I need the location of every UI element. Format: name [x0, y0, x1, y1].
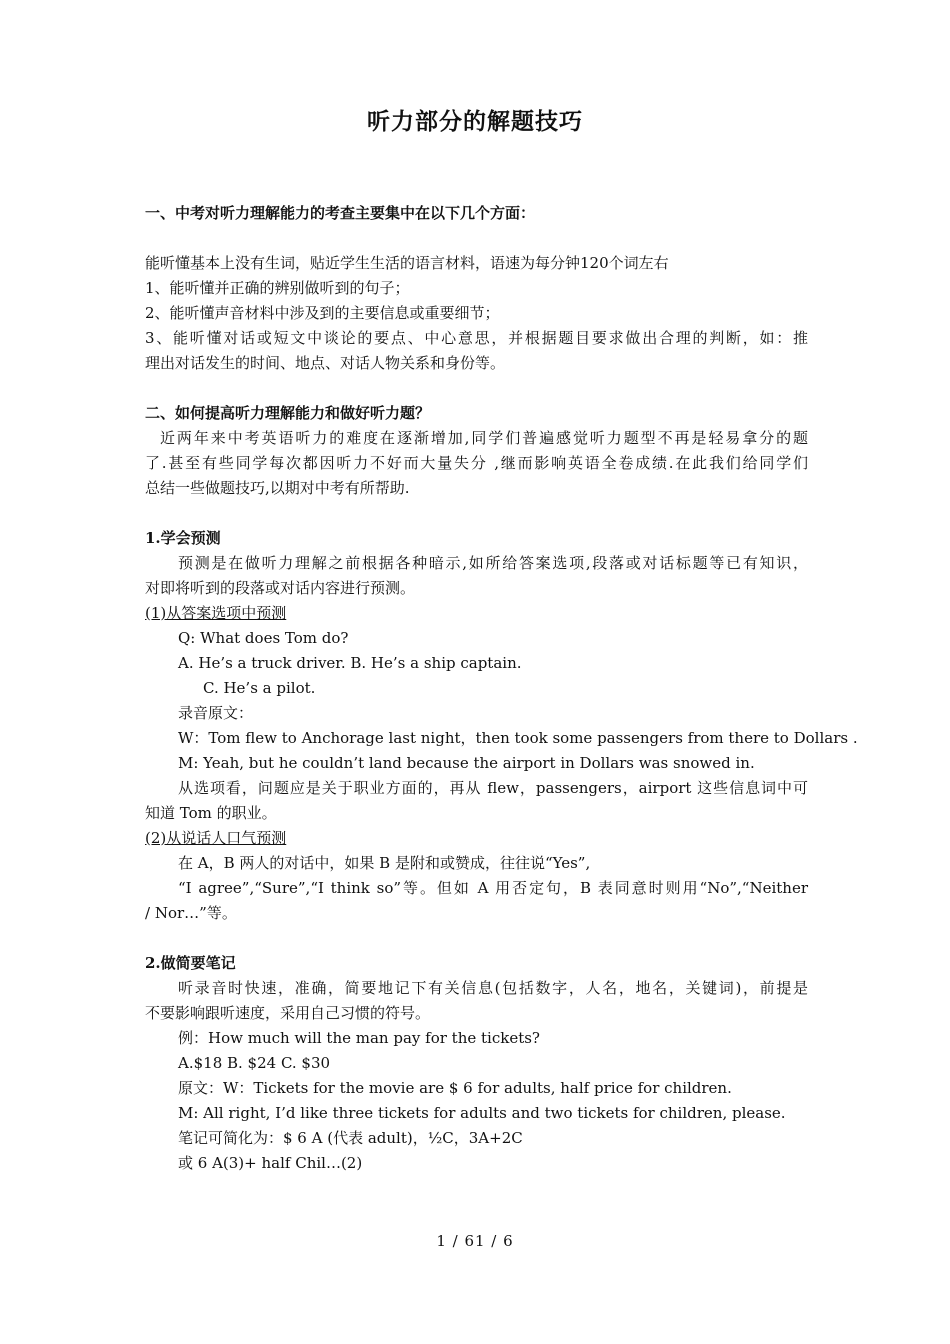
- tip2-note-1: 笔记可简化为：$ 6 A (代表 adult)，½C，3A+2C: [178, 1129, 523, 1147]
- page-number: 1 / 61 / 6: [436, 1232, 514, 1250]
- section2-paragraph-line2: 了.甚至有些同学每次都因听力不好而大量失分 ,继而影响英语全卷成绩.在此我们给同学们: [145, 454, 808, 472]
- tip1-subheading-1: (1)从答案选项中预测: [145, 604, 287, 622]
- section1-heading: 一、中考对听力理解能力的考查主要集中在以下几个方面：: [145, 204, 536, 222]
- tip1-dialogue-w: W：Tom flew to Anchorage last night，then took some passengers from there to Dollars .: [178, 729, 858, 747]
- tip2-example-options: A.$18 B. $24 C. $30: [178, 1054, 331, 1072]
- tip2-original-m: M: All right, I’d like three tickets for adults and two tickets for children, please.: [178, 1104, 786, 1122]
- tip2-example-question: 例：How much will the man pay for the tickets?: [178, 1029, 540, 1047]
- section2-heading: 二、如何提高听力理解能力和做好听力题？: [145, 404, 431, 422]
- section1-item-3-line2: 理出对话发生的时间、地点、对话人物关系和身份等。: [145, 354, 506, 372]
- tip1-question: Q: What does Tom do?: [178, 629, 349, 647]
- section1-intro: 能听懂基本上没有生词，贴近学生生活的语言材料，语速为每分钟120个词左右: [145, 254, 669, 272]
- tip2-heading: 2.做简要笔记: [145, 954, 236, 972]
- tip1-dialogue-m: M: Yeah, but he couldn’t land because the airport in Dollars was snowed in.: [178, 754, 755, 772]
- tip2-note-2: 或 6 A(3)+ half Chil…(2): [178, 1154, 363, 1172]
- section2-paragraph-line3: 总结一些做题技巧,以期对中考有所帮助.: [145, 479, 410, 497]
- tip1-recording-label: 录音原文：: [178, 704, 254, 722]
- tip1-subheading-2: (2)从说话人口气预测: [145, 829, 287, 847]
- tip1-analysis-line1: 从选项看，问题应是关于职业方面的，再从 flew，passengers，airport 这些信息词中可: [178, 779, 808, 797]
- tip1-analysis-line2: 知道 Tom 的职业。: [145, 804, 277, 822]
- tip1-tone-line1: 在 A，B 两人的对话中，如果 B 是附和或赞成，往往说“Yes”,: [178, 854, 591, 872]
- tip2-original-w: 原文：W：Tickets for the movie are $ 6 for adults, half price for children.: [178, 1079, 732, 1097]
- section1-item-3-line1: 3、能听懂对话或短文中谈论的要点、中心意思，并根据题目要求做出合理的判断，如：推: [145, 329, 808, 347]
- section1-item-2: 2、能听懂声音材料中涉及到的主要信息或重要细节；: [145, 304, 500, 322]
- tip1-description-line1: 预测是在做听力理解之前根据各种暗示,如所给答案选项,段落或对话标题等已有知识，: [178, 554, 808, 572]
- tip1-options-ab: A. He’s a truck driver. B. He’s a ship captain.: [178, 654, 522, 672]
- tip1-option-c: C. He’s a pilot.: [203, 679, 316, 697]
- tip2-description-line1: 听录音时快速，准确，简要地记下有关信息(包括数字，人名，地名，关键词)，前提是: [178, 979, 808, 997]
- section1-item-1: 1、能听懂并正确的辨别做听到的句子；: [145, 279, 410, 297]
- page-title: 听力部分的解题技巧: [367, 108, 583, 135]
- tip1-tone-line3: / Nor…”等。: [145, 904, 237, 922]
- section2-paragraph-line1: 近两年来中考英语听力的难度在逐渐增加,同学们普遍感觉听力题型不再是轻易拿分的题: [160, 429, 808, 447]
- tip1-heading: 1.学会预测: [145, 529, 221, 547]
- tip2-description-line2: 不要影响跟听速度，采用自己习惯的符号。: [145, 1004, 431, 1022]
- tip1-description-line2: 对即将听到的段落或对话内容进行预测。: [145, 579, 416, 597]
- tip1-tone-line2: “I agree”,“Sure”,“I think so”等。但如 A 用否定句，B 表同意时则用“No”,“Neither: [178, 879, 808, 897]
